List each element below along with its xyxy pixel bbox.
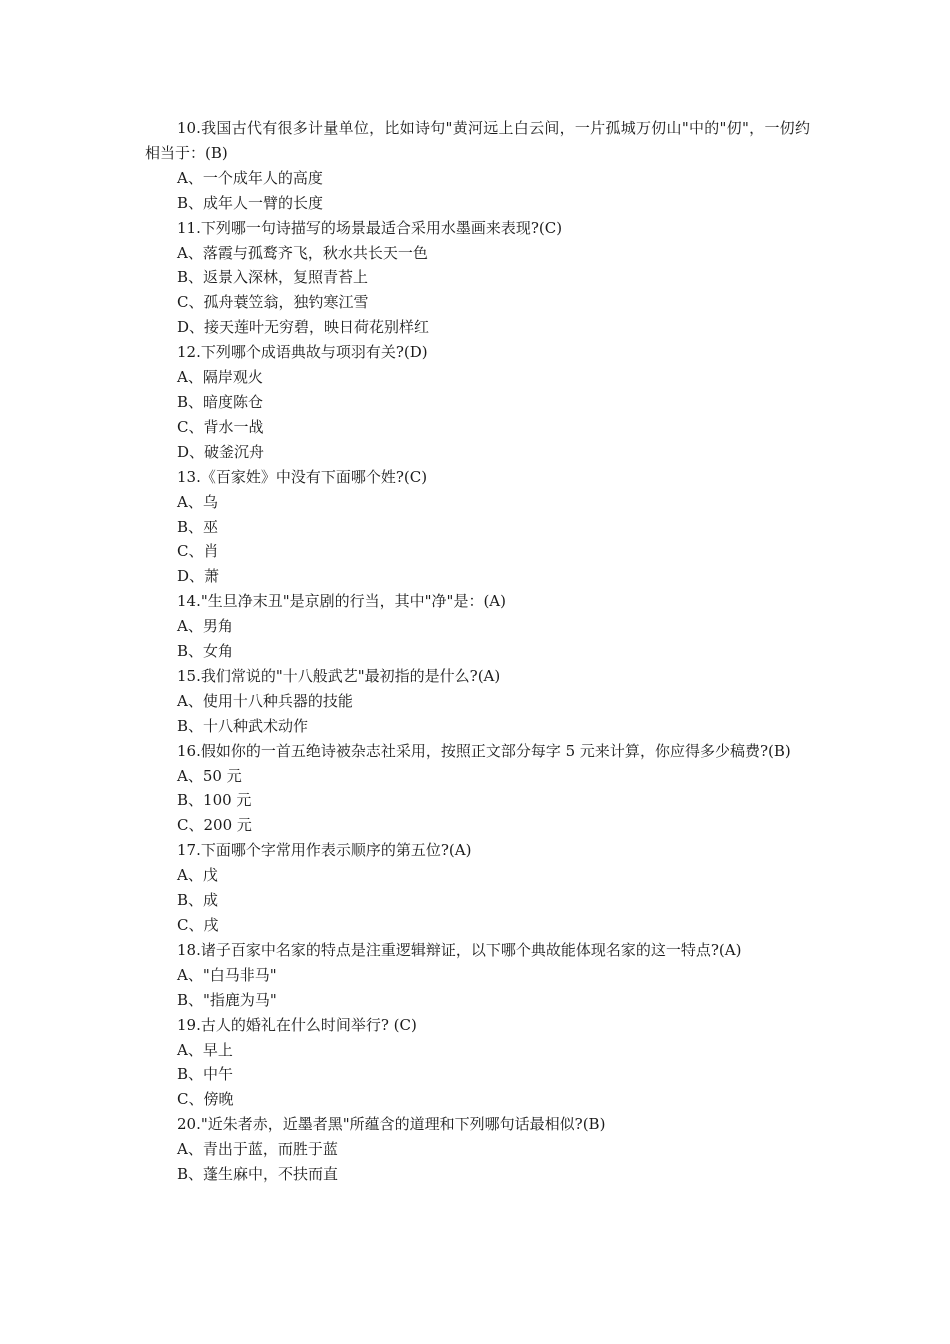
option-text: B、成年人一臂的长度 xyxy=(177,193,324,212)
option-text: A、戊 xyxy=(177,866,218,885)
option-text: A、一个成年人的高度 xyxy=(177,168,323,187)
option-text: A、男角 xyxy=(177,617,233,636)
option-text: A、"白马非马" xyxy=(177,965,277,984)
question-text: 19.古人的婚礼在什么时间举行? (C) xyxy=(177,1015,417,1034)
option-text: B、女角 xyxy=(177,642,234,661)
option-text: B、巫 xyxy=(177,517,219,536)
option-text: A、隔岸观火 xyxy=(177,368,263,387)
option-text: D、接天莲叶无穷碧，映日荷花别样红 xyxy=(177,318,430,337)
question-text: 17.下面哪个字常用作表示顺序的第五位?(A) xyxy=(177,841,472,860)
option-text: B、返景入深林，复照青苔上 xyxy=(177,268,369,287)
question-text: 13.《百家姓》中没有下面哪个姓?(C) xyxy=(177,467,428,486)
option-text: B、十八种武术动作 xyxy=(177,716,309,735)
question-text: 10.我国古代有很多计量单位，比如诗句"黄河远上白云间，一片孤城万仞山"中的"仞"，一仞约相当于：(B) xyxy=(145,119,810,162)
question-text: 16.假如你的一首五绝诗被杂志社采用，按照正文部分每字 5 元来计算，你应得多少稿费?(B) xyxy=(177,741,791,760)
option-text: B、"指鹿为马" xyxy=(177,990,277,1009)
question-text: 12.下列哪个成语典故与项羽有关?(D) xyxy=(177,343,428,362)
option-text: C、孤舟蓑笠翁，独钓寒江雪 xyxy=(177,293,369,312)
question-text: 18.诸子百家中名家的特点是注重逻辑辩证，以下哪个典故能体现名家的这一特点?(A) xyxy=(177,940,742,959)
option-text: D、破釜沉舟 xyxy=(177,442,265,461)
option-text: C、背水一战 xyxy=(177,417,264,436)
option-text: B、成 xyxy=(177,891,219,910)
option-text: B、100 元 xyxy=(177,791,252,810)
option-text: B、中午 xyxy=(177,1065,234,1084)
document-body xyxy=(145,116,810,1187)
option-text: C、200 元 xyxy=(177,816,252,835)
option-text: A、青出于蓝，而胜于蓝 xyxy=(177,1140,338,1159)
question-text: 11.下列哪一句诗描写的场景最适合采用水墨画来表现?(C) xyxy=(177,218,563,237)
option-text: A、乌 xyxy=(177,492,218,511)
option-text: A、早上 xyxy=(177,1040,233,1059)
option-text: A、落霞与孤鹜齐飞，秋水共长天一色 xyxy=(177,243,428,262)
option-text: A、使用十八种兵器的技能 xyxy=(177,691,353,710)
question-text: 20."近朱者赤，近墨者黑"所蕴含的道理和下列哪句话最相似?(B) xyxy=(177,1115,606,1134)
question-text: 14."生旦净末丑"是京剧的行当，其中"净"是：(A) xyxy=(177,592,506,611)
option-text: B、暗度陈仓 xyxy=(177,392,264,411)
option-text: B、蓬生麻中，不扶而直 xyxy=(177,1165,339,1184)
option-text: C、肖 xyxy=(177,542,219,561)
option-text: C、傍晚 xyxy=(177,1090,234,1109)
option-text: D、萧 xyxy=(177,567,220,586)
option-text: A、50 元 xyxy=(177,766,242,785)
option-text: C、戌 xyxy=(177,916,219,934)
question-text: 15.我们常说的"十八般武艺"最初指的是什么?(A) xyxy=(177,666,501,685)
